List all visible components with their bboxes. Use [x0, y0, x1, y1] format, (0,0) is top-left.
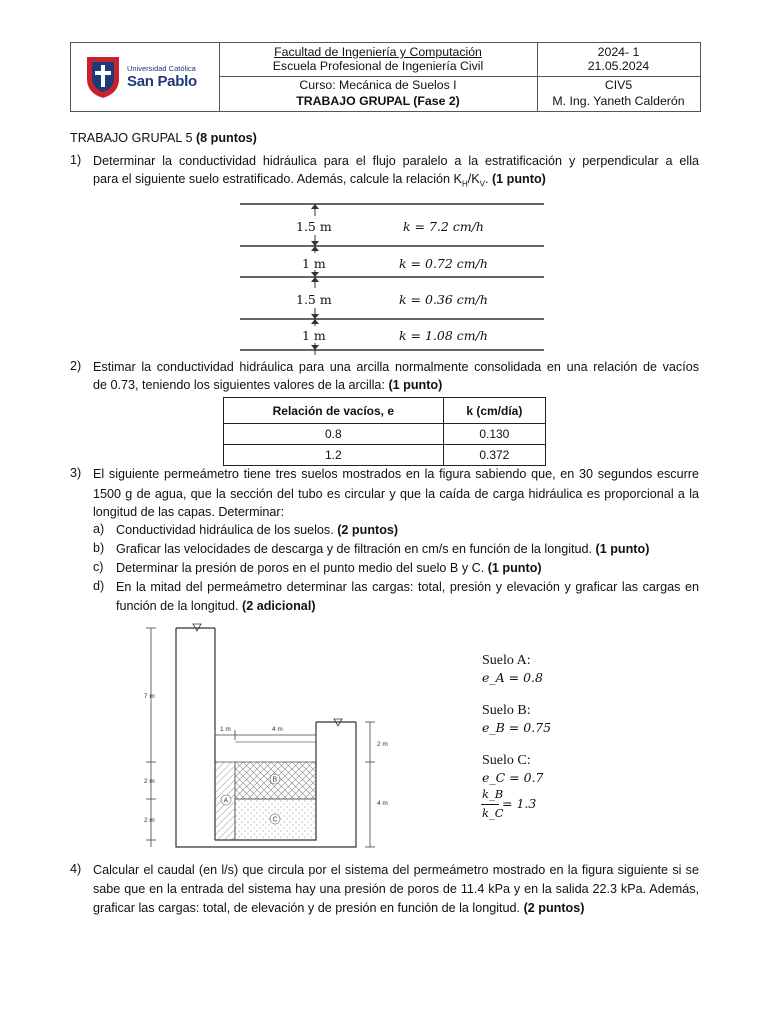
q4-number: 4) — [70, 862, 82, 876]
q3d-points: (2 adicional) — [242, 599, 316, 613]
q3b-points: (1 punto) — [595, 542, 650, 556]
q3d-body2: función de la longitud. — [116, 599, 243, 613]
layer3-k: k = 0.36 cm/h — [399, 292, 488, 307]
q2-points: (1 punto) — [388, 378, 443, 392]
q1-line2-text: para el siguiente suelo estratificado. Además, calcule la relación K — [93, 172, 462, 186]
assignment: TRABAJO GRUPAL (Fase 2) — [296, 94, 460, 108]
dim-7m: 7 m — [144, 693, 155, 700]
q3-number: 3) — [70, 466, 82, 480]
q2-number: 2) — [70, 359, 82, 373]
course: Curso: Mecánica de Suelos I — [299, 78, 457, 92]
dim-2m-b: 2 m — [144, 817, 155, 824]
q3a-label: a) — [93, 522, 105, 536]
dim-2m-a: 2 m — [144, 778, 155, 785]
q2-line2 — [93, 377, 442, 393]
soil-label-c: C — [272, 816, 278, 824]
soil-a-value: e_A = 0.8 — [482, 670, 543, 685]
university-logo — [83, 55, 213, 99]
header-table — [70, 42, 701, 112]
q3c-label: c) — [93, 560, 104, 574]
q3c-body: Determinar la presión de poros en el punto medio del suelo B y C. — [116, 561, 488, 575]
q3d-text2 — [116, 598, 316, 614]
q1-period: . — [484, 172, 492, 186]
table-row — [224, 445, 546, 466]
q3d-label: d) — [93, 579, 105, 593]
q3-line1: El siguiente permeámetro tiene tres suelos mostrados en la figura sabiendo que, en 30 segundos escurre — [93, 467, 699, 481]
layer4-k: k = 1.08 cm/h — [399, 328, 488, 343]
faculty: Facultad de Ingeniería y Computación — [274, 45, 482, 59]
table-cell: 0.8 — [224, 424, 444, 445]
void-ratio-table — [223, 397, 546, 466]
layer1-thickness: 1.5 m — [296, 219, 332, 234]
crest-icon — [83, 55, 123, 99]
q3-line2: 1500 g de agua, que la sección del tubo es circular y que la caída de carga hidráulica es proporcional a la — [93, 487, 699, 501]
q3a-points: (2 puntos) — [337, 523, 399, 537]
ratio-value: = 1.3 — [502, 796, 537, 811]
q3-line3: longitud de las capas. Determinar: — [93, 505, 285, 519]
teacher: M. Ing. Yaneth Calderón — [552, 94, 685, 108]
q4-line2: sabe que en la entrada del sistema hay una presión de poros de 11.4 kPa y en la salida 22.3 kPa. Además, — [93, 882, 699, 896]
soil-b-value: e_B = 0.75 — [482, 720, 552, 735]
q1-points: (1 punto) — [491, 172, 546, 186]
q2-line2-text: de 0.73, teniendo los siguientes valores de la arcilla: — [93, 378, 389, 392]
q3b-body: Graficar las velocidades de descarga y de filtración en cm/s en función de la longitud. — [116, 542, 596, 556]
semester: 2024- 1 — [597, 45, 640, 59]
q3d-text: En la mitad del permeámetro determinar las cargas: total, presión y elevación y graficar las cargas en — [116, 580, 699, 594]
q3a-text — [116, 522, 398, 538]
layer2-thickness: 1 m — [302, 256, 326, 271]
table-cell: 0.130 — [443, 424, 545, 445]
table-cell: 1.2 — [224, 445, 444, 466]
title-text: TRABAJO GRUPAL 5 — [70, 131, 196, 145]
date: 21.05.2024 — [587, 59, 650, 73]
q4-line1: Calcular el caudal (en l/s) que circula por el sistema del permeámetro mostrado en la figura siguiente si se — [93, 863, 699, 877]
q1-slash: /K — [467, 172, 480, 186]
sub-h: H — [461, 179, 468, 189]
table-cell: 0.372 — [443, 445, 545, 466]
dim-1m: 1 m — [220, 726, 231, 733]
soil-label-b: B — [272, 776, 278, 784]
permeameter-figure — [138, 622, 408, 854]
layer4-thickness: 1 m — [302, 328, 326, 343]
ratio-denominator: k_C — [482, 806, 504, 820]
q3c-text — [116, 560, 542, 576]
table-row — [224, 424, 546, 445]
layer1-k: k = 7.2 cm/h — [403, 219, 484, 234]
q2-line1: Estimar la conductividad hidráulica para una arcilla normalmente consolidada en una relación de vacíos — [93, 360, 699, 374]
table-header-k: k (cm/día) — [443, 398, 545, 424]
soil-b-title: Suelo B: — [482, 703, 531, 718]
dim-right-4m: 4 m — [377, 800, 388, 807]
q3b-label: b) — [93, 541, 105, 555]
q3a-body: Conductividad hidráulica de los suelos. — [116, 523, 338, 537]
ratio-numerator: k_B — [482, 787, 504, 801]
q4-points: (2 puntos) — [523, 901, 585, 915]
assignment-title — [70, 130, 257, 146]
soil-c-title: Suelo C: — [482, 753, 531, 768]
dim-4m: 4 m — [272, 726, 283, 733]
soil-a-title: Suelo A: — [482, 653, 531, 668]
dim-right-2m: 2 m — [377, 741, 388, 748]
layer2-k: k = 0.72 cm/h — [399, 256, 488, 271]
q3c-points: (1 punto) — [487, 561, 542, 575]
school: Escuela Profesional de Ingeniería Civil — [272, 59, 484, 73]
sub-v: V — [479, 179, 485, 189]
q1-number: 1) — [70, 153, 82, 167]
table-header-e: Relación de vacíos, e — [224, 398, 444, 424]
soil-c-value: e_C = 0.7 — [482, 770, 544, 785]
fraction-bar — [481, 804, 499, 805]
q4-line3 — [93, 900, 584, 916]
stratified-soil-diagram — [240, 198, 546, 358]
title-points: (8 puntos) — [195, 131, 257, 145]
q4-line3-text: graficar las cargas: total, de elevación y de presión en función de la longitud. — [93, 901, 524, 915]
q3b-text — [116, 541, 649, 557]
layer3-thickness: 1.5 m — [296, 292, 332, 307]
course-code: CIV5 — [604, 78, 633, 92]
logo-line2: San Pablo — [127, 73, 197, 90]
q1-line1: Determinar la conductividad hidráulica para el flujo paralelo a la estratificación y perpendicular a ella — [93, 154, 699, 168]
q1-line2 — [93, 171, 546, 193]
soil-label-a: A — [223, 797, 229, 805]
logo-line1: Universidad Católica — [127, 64, 196, 73]
